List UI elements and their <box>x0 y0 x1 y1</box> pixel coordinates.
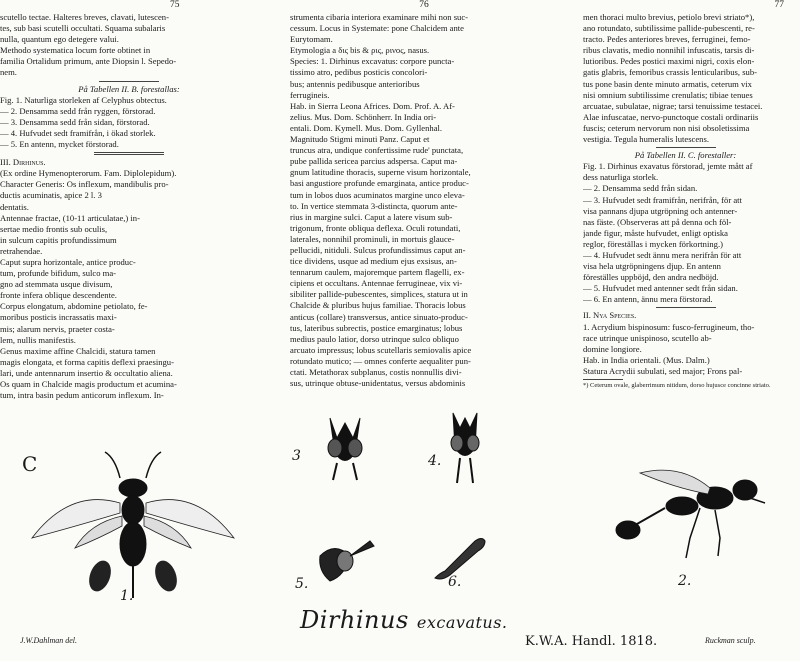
species-caption <box>300 606 508 634</box>
text-line: 1. Acrydium bispinosum: fusco-ferrugineum, tho- <box>583 321 755 332</box>
text-line: moribus posticis incrassatis maxi- <box>0 312 117 323</box>
figure-item: — 4. Hufvudet sedt ännu mera nerifrån för att <box>583 249 742 260</box>
species-epithet: excavatus. <box>416 613 508 632</box>
text-line: Genus maxime affine Chalcidi, statura tamen <box>0 345 156 356</box>
text-line: lari, unde antennarum insertio & occultatio aliena. <box>0 367 173 378</box>
text-line: to. In vertice stemmata 3-distincta, quorum ante- <box>290 200 458 211</box>
head-underside-view-illustration <box>435 408 495 488</box>
text-line: rotundato mutico; — omnes conferte aequaliter pun- <box>290 355 471 366</box>
page-number: 77 <box>774 0 784 10</box>
text-line: dentatis. <box>0 201 29 212</box>
text-line: tice dividens, usque ad medium ejus exsisus, an- <box>290 256 457 267</box>
figure-item: — 6. En antenn, ännu mera förstorad. <box>583 294 713 305</box>
text-line: lutioribus. Pedes postici maximi nigri, coxis elon- <box>583 56 755 67</box>
text-line: ano rotundato, subtilissime pallide-pubescenti, re- <box>583 23 755 34</box>
text-line: entali. Dom. Kymell. Mus. Dom. Gyllenhal. <box>290 122 443 133</box>
text-line: anticus (collare) transversus, antice sinuato-produc- <box>290 311 468 322</box>
section-title: III. Dirhinus. <box>0 157 46 168</box>
text-line: lem, nullis manifestis. <box>0 334 76 345</box>
text-line: nem. <box>0 67 17 78</box>
footnote: *) Ceterum ovale, glaberrimum nitidum, dorso hujusce concinne striato. <box>583 382 771 389</box>
species-description-cont <box>583 12 788 145</box>
page-number: 75 <box>170 0 180 10</box>
text-line: magis elongata, et forma capitis deflexi praesingu- <box>0 356 174 367</box>
text-line: scutello tectae. Halteres breves, clavati, lutescen- <box>0 12 169 22</box>
text-line: mis; alarum nervis, praeter costa- <box>0 323 115 334</box>
text-line: medius paulo latior, dorso utrinque sulco obliquo <box>290 333 459 344</box>
text-line: ctati. Metathorax subplanus, costis nonnullis divi- <box>290 367 462 377</box>
text-line: gno ad stemmata usque divisum, <box>0 279 113 290</box>
plate-heading: På Tabellen II. C. forestaller: <box>634 150 737 161</box>
figure-item: föreställes uppböjd, den andra nedböjd. <box>583 272 719 283</box>
text-line: strumenta cibaria interiora examinare mihi non suc- <box>290 12 469 22</box>
text-line: Chalcide & pluribus hujus familiae. Thoracis lobus <box>290 300 466 311</box>
text-line: tus, lateribus subrectis, postice emarginatus; lobus <box>290 322 463 333</box>
figure-item: — 2. Densamma sedd från ryggen, förstorad. <box>0 105 156 116</box>
divider <box>656 147 716 148</box>
page-75-intro <box>0 12 258 79</box>
text-line: Magnitudo Stigmi minuti Panz. Caput et <box>290 134 430 145</box>
page-75 <box>0 0 258 400</box>
figure-item: reglor, föreställas i mycken förkortning.) <box>583 238 723 249</box>
figure-number: 3 <box>292 448 301 464</box>
figure-list <box>583 161 788 305</box>
page-number: 76 <box>419 0 429 10</box>
text-line: gnum latitudine thoracis, superne visum horizontale, <box>290 167 471 178</box>
species-description <box>290 12 558 389</box>
text-line: arcuatae, subulatae, nigrae; tarsi tenuissime testacei. <box>583 100 763 111</box>
text-line: race utrinque unispinoso, scutello ab- <box>583 332 712 343</box>
plate <box>0 408 800 661</box>
figure-number: 2. <box>678 573 692 589</box>
figure-item: Fig. 1. Dirhinus exavatus förstorad, jemte mått af <box>583 161 753 172</box>
plate-label: C <box>22 452 38 476</box>
text-line: Corpus elongatum, abdomine petiolato, fe- <box>0 301 148 312</box>
divider <box>99 81 159 82</box>
journal-reference: K.W.A. Handl. 1818. <box>525 634 658 649</box>
text-line: familia Ortalidum primum, ante Diopsin l. Sepedo- <box>0 56 177 67</box>
text-line: pube pallida sericea parcius adspersa. Caput ma- <box>290 156 458 167</box>
text-line: tum in lobos duos acuminatos margine unco eleva- <box>290 189 465 200</box>
sculptor-credit: Ruckman sculp. <box>705 636 756 645</box>
text-line: tracto. Pedes anteriores breves, ferruginei, femo- <box>583 34 751 45</box>
figure-number: 6. <box>448 574 462 590</box>
figure-item: Fig. 1. Naturliga storleken af Celyphus obtectus. <box>0 94 167 105</box>
text-line: laterales, nonnihil prominuli, in mortuis glauce- <box>290 233 455 244</box>
text-line: vestigia. Tegula humeralis lutescens. <box>583 134 709 145</box>
text-line: rius in margine sulci. Caput a latere visum sub- <box>290 211 453 222</box>
text-line: truncus atra, undique confertissime rude' punctata, <box>290 145 464 156</box>
engraver-credit: J.W.Dahlman del. <box>20 636 78 645</box>
figure-item: — 5. Hufvudet med antenner sedt från sidan. <box>583 283 738 294</box>
text-line: trigonum, fronte obliqua deflexa. Oculi rotundati, <box>290 222 461 233</box>
page-77 <box>583 0 788 400</box>
divider <box>656 307 716 308</box>
text-line: sibiliter pallide-pubescentes, simplices, statura ut in <box>290 289 468 300</box>
figure-item: visa pannans djupa utgröpning och antenner- <box>583 205 738 216</box>
plate-heading: På Tabellen II. B. forestallas: <box>78 83 180 94</box>
text-line: Caput supra horizontale, antice produc- <box>0 256 136 267</box>
text-line: pellucidi, nitiduli. Sulcus profundissimus caput an- <box>290 244 466 255</box>
text-line: Statura Acrydii subulati, sed major; Frons pal- <box>583 365 743 376</box>
text-line: basi angustiore profunde emarginata, antice produc- <box>290 178 469 189</box>
figure-item: — 3. Hufvudet sedt framifrån, nerifrån, för att <box>583 194 742 205</box>
text-line: Os quam in Chalcide magis productum et acumina- <box>0 379 177 389</box>
text-line: sertae medio frontis sub oculis, <box>0 223 108 234</box>
text-line: cessum. Locus in Systemate: pone Chalcidem ante <box>290 23 464 34</box>
text-line: tum, profunde bifidum, sulco ma- <box>0 268 116 279</box>
text-line: Alae infuscatae, nervo-punctoque costali ordinariis <box>583 111 759 122</box>
figure-number: 1. <box>120 588 134 604</box>
head-front-view-illustration <box>315 408 375 488</box>
wasp-side-view-illustration <box>590 468 770 578</box>
figure-item: — 2. Densamma sedd från sidan. <box>583 183 698 194</box>
figure-item: — 4. Hufvudet sedt framifrån, i ökad storlek. <box>0 127 156 138</box>
text-line: ribus clavatis, medio nonnihil infuscatis, tarsis di- <box>583 45 755 56</box>
figure-item: dess naturliga storlek. <box>583 172 659 183</box>
genus-description <box>0 168 258 400</box>
figure-item: — 5. En antenn, mycket förstorad. <box>0 139 119 150</box>
text-line: domine longiore. <box>583 343 642 354</box>
text-line: Hab. in India orientali. (Mus. Dalm.) <box>583 354 710 365</box>
text-line: zelius. Mus. Dom. Schönherr. In India ori- <box>290 111 437 122</box>
section-title: II. Nya Species. <box>583 310 637 321</box>
figure-list <box>0 95 258 150</box>
figure-item: visa hela utgröpningens djup. En antenn <box>583 261 721 272</box>
text-line: Eurytomam. <box>290 34 333 45</box>
page-76 <box>290 0 558 400</box>
text-line: Etymologia a δις bis & ρις, ρινος, nasus. <box>290 45 430 56</box>
footnote-rule <box>583 379 623 380</box>
figure-item: nas fäste. (Observeras att på denna och föl- <box>583 216 732 227</box>
new-species <box>583 322 788 377</box>
text-line: fronte infera oblique descendente. <box>0 290 117 301</box>
figure-number: 4. <box>428 453 442 469</box>
text-line: tus pone basin dente minuto armatis, ceterum vix <box>583 78 752 89</box>
text-line: tennarum caulem, majoremque partem flagelli, ex- <box>290 267 465 278</box>
text-line: in sulcum capitis profundissimum <box>0 234 117 245</box>
text-line: nisi omnium subtilissime crenulatis; tibiae tenues <box>583 89 753 100</box>
text-line: Methodo systematica locum forte obtinet in <box>0 45 151 56</box>
text-line: retrahendae. <box>0 245 43 256</box>
divider <box>94 152 164 155</box>
text-line: arcuato impressus; lobus scutellaris semiovalis apice <box>290 344 472 355</box>
text-line: men thoraci multo brevius, petiolo brevi striato*), <box>583 12 755 22</box>
species-genus: Dirhinus <box>300 606 409 634</box>
text-line: fuscis; ceterum nervorum non nisi obsoletissima <box>583 122 750 133</box>
text-line: (Ex ordine Hymenopterorum. Fam. Diplolepidum). <box>0 168 177 179</box>
figure-item: — 3. Densamma sedd från sidan, förstorad. <box>0 116 150 127</box>
text-line: Antennae fractae, (10-11 articulatae,) in- <box>0 212 140 223</box>
text-line: ferrugineis. <box>290 89 330 100</box>
text-line: ductis acuminatis, apice 2 l. 3 <box>0 190 102 201</box>
head-side-view-illustration <box>310 536 380 596</box>
text-line: tum, intra basin pedum anticorum inflexum. In- <box>0 390 164 400</box>
text-line: nulla, quantum ego detegere valui. <box>0 34 119 45</box>
text-line: Species: 1. Dirhinus excavatus: corpore puncta- <box>290 56 455 67</box>
text-line: Character Generis: Os inflexum, mandibulis pro- <box>0 179 169 190</box>
text-line: Hab. in Sierra Leona Africes. Dom. Prof. A. Af- <box>290 100 455 111</box>
text-line: bus; antennis pedibusque anterioribus <box>290 78 420 89</box>
text-line: gatis glabris, femoribus crassis lenticularibus, sub- <box>583 67 757 78</box>
text-line: tes, sub basi scutelli occultati. Squama subalaris <box>0 23 166 34</box>
wasp-top-view-illustration <box>20 448 250 608</box>
figure-number: 5. <box>295 576 309 592</box>
text-line: tissimo atro, pedibus posticis concolori- <box>290 67 428 78</box>
figure-item: jande figur, måste hufvudet, enligt optiska <box>583 227 728 238</box>
text-line: sus, utrinque obtuse-unidentatus, versus abdominis <box>290 378 466 389</box>
text-line: cipiens et occultans. Antennae ferrugineae, vix vi- <box>290 278 463 289</box>
